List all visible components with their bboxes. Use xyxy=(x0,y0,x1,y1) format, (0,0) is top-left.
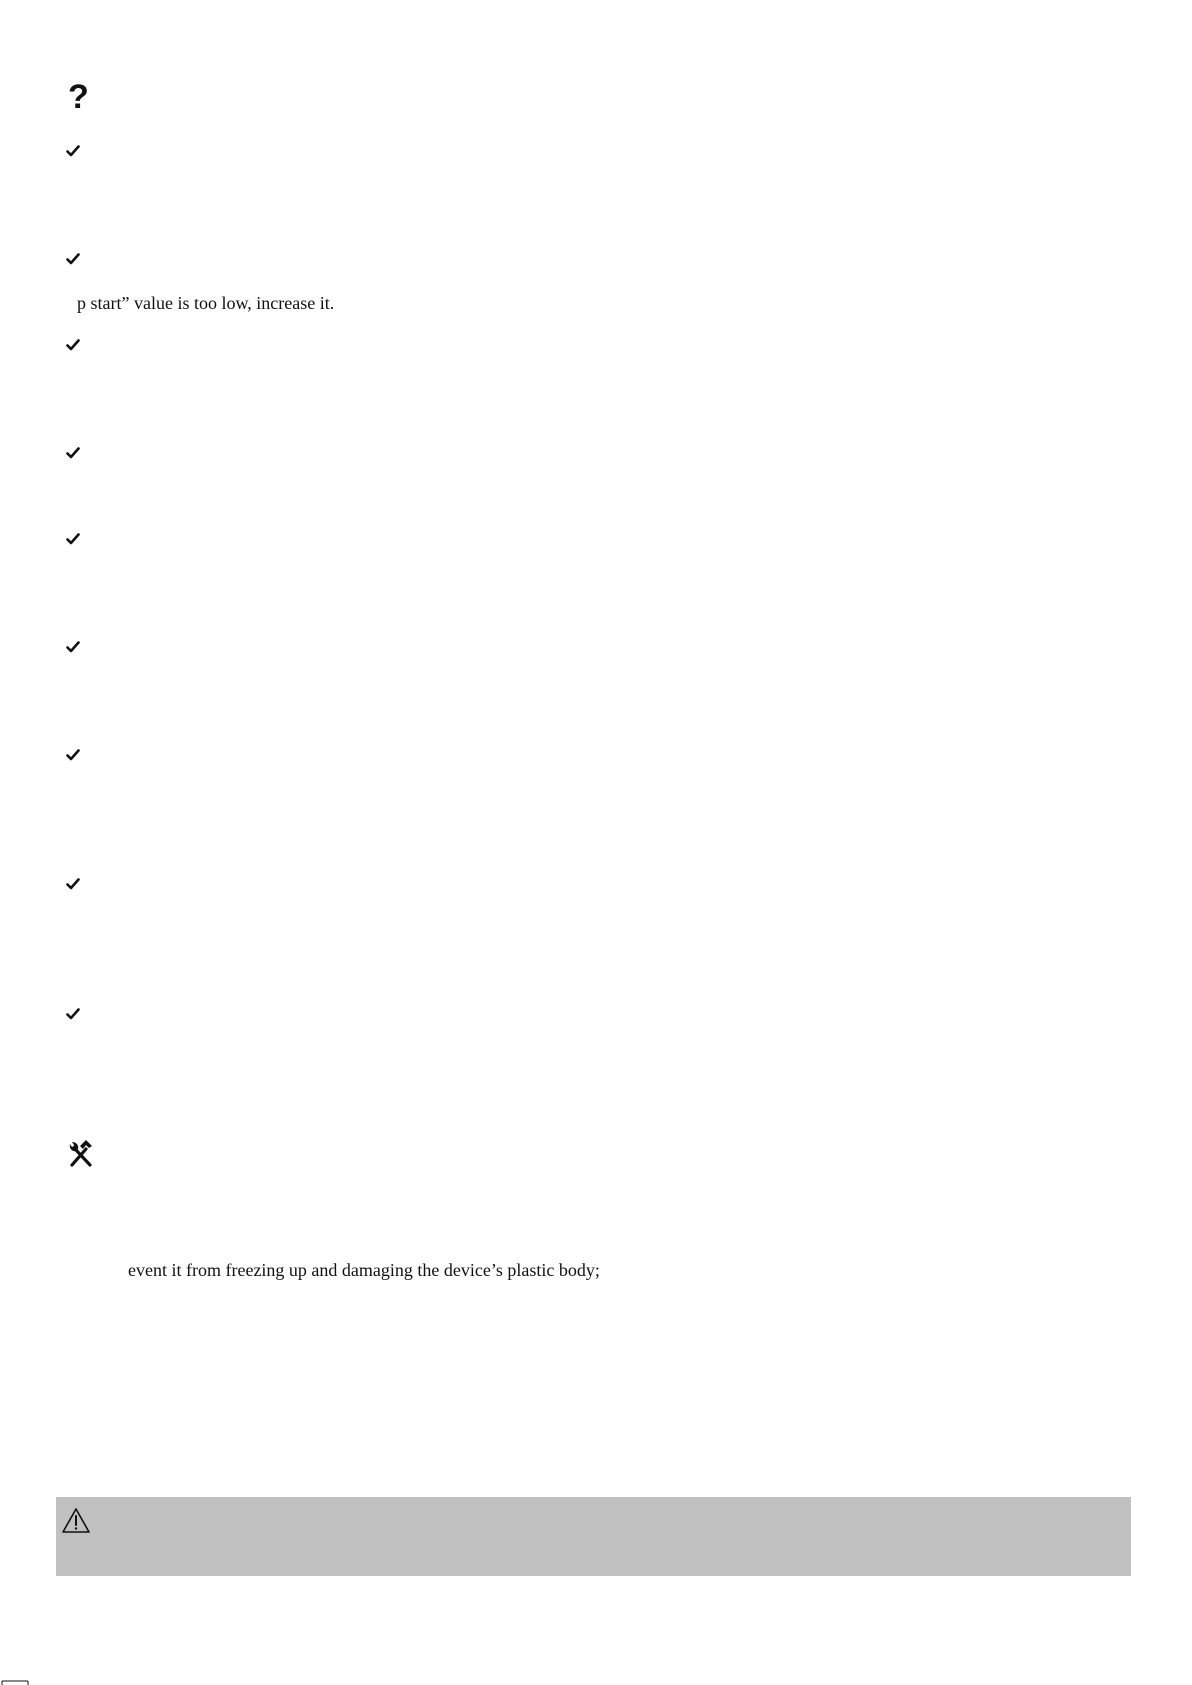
check-icon xyxy=(66,877,80,891)
check-icon xyxy=(66,338,80,352)
page-edge-mark xyxy=(0,1680,30,1685)
question-icon: ? xyxy=(68,78,89,116)
body-text-line: p start” value is too low, increase it. xyxy=(77,293,335,313)
check-icon xyxy=(66,144,80,158)
check-icon xyxy=(66,532,80,546)
warning-box xyxy=(56,1497,1131,1576)
hammer-wrench-icon xyxy=(66,1138,96,1168)
warning-triangle-icon xyxy=(61,1507,91,1534)
body-text-line: event it from freezing up and damaging the device’s plastic body; xyxy=(128,1260,600,1280)
check-icon xyxy=(66,640,80,654)
check-icon xyxy=(66,1007,80,1021)
check-icon xyxy=(66,252,80,266)
check-icon xyxy=(66,748,80,762)
check-icon xyxy=(66,446,80,460)
